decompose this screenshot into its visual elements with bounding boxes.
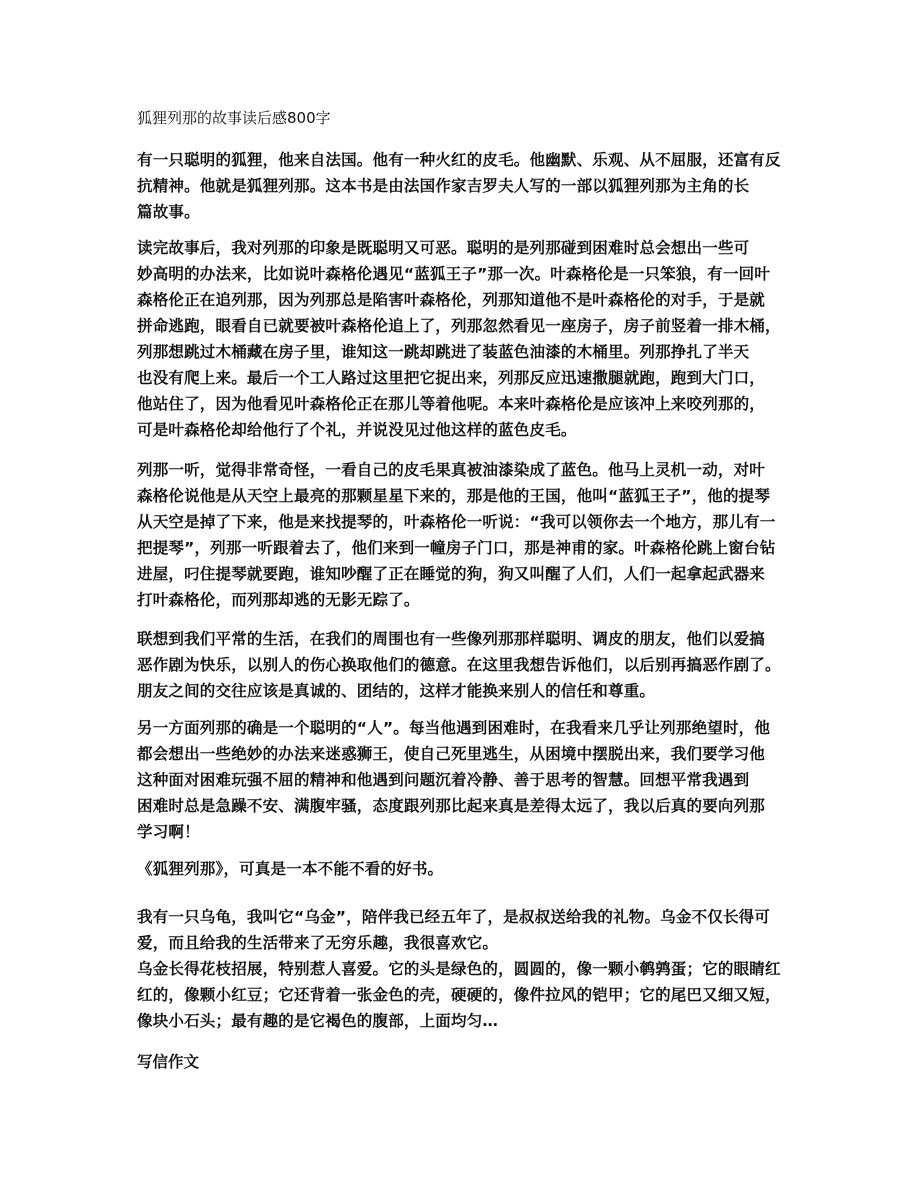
paragraph-line: 都会想出一些绝妙的办法来迷惑狮王，使自己死里逃生，从困境中摆脱出来，我们要学习他 bbox=[137, 745, 766, 763]
paragraph-line: 乌金长得花枝招展，特别惹人喜爱。它的头是绿色的，圆圆的，像一颗小鹌鹑蛋；它的眼睛红 bbox=[137, 960, 781, 978]
paragraph-line: 另一方面列那的确是一个聪明的“人”。每当他遇到困难时，在我看来几乎让列那绝望时，他 bbox=[137, 719, 771, 737]
paragraph-line: 从天空是掉了下来，他是来找提琴的，叶森格伦一听说：“我可以领你去一个地方，那儿有一 bbox=[137, 513, 776, 531]
paragraph-intro bbox=[137, 147, 785, 225]
paragraph-line: 篇故事。 bbox=[137, 203, 200, 221]
paragraph-line: 学习啊！ bbox=[137, 823, 200, 841]
paragraph-line: 朋友之间的交往应该是真诚的、团结的，这样才能换来别人的信任和尊重。 bbox=[137, 682, 656, 700]
paragraph-line: 抗精神。他就是狐狸列那。这本书是由法国作家吉罗夫人写的一部以狐狸列那为主角的长 bbox=[137, 177, 750, 195]
paragraph-line: 这种面对困难玩强不屈的精神和他遇到问题沉着冷静、善于思考的智慧。回想平常我遇到 bbox=[137, 771, 750, 789]
paragraph-line: 读完故事后，我对列那的印象是既聪明又可恶。聪明的是列那碰到困难时总会想出一些可 bbox=[137, 239, 750, 257]
paragraph-line: 像块小石头；最有趣的是它褐色的腹部，上面均匀… bbox=[137, 1012, 499, 1030]
paragraph-line: 爱，而且给我的生活带来了无穷乐趣，我很喜欢它。 bbox=[137, 934, 499, 952]
paragraph-impression bbox=[137, 235, 785, 443]
paragraph-reflection bbox=[137, 626, 785, 704]
paragraph-line: 可是叶森格伦却给他行了个礼，并说没见过他这样的蓝色皮毛。 bbox=[137, 421, 577, 439]
paragraph-line: 《狐狸列那》，可真是一本不能不看的好书。 bbox=[137, 860, 444, 878]
paragraph-line: 困难时总是急躁不安、满腹牢骚，态度跟列那比起来真是差得太远了，我以后真的要向列那 bbox=[137, 797, 766, 815]
paragraph-line: 恶作剧为快乐，以别人的伤心换取他们的德意。在这里我想告诉他们，以后别再搞恶作剧了。 bbox=[137, 656, 781, 674]
paragraph-line: 联想到我们平常的生活，在我们的周围也有一些像列那那样聪明、调皮的朋友，他们以爱搞 bbox=[137, 630, 766, 648]
document-title: 狐狸列那的故事读后感800字 bbox=[137, 109, 331, 127]
paragraph-line: 红的，像颗小红豆；它还背着一张金色的壳，硬硬的，像件拉风的铠甲；它的尾巴又细又短， bbox=[137, 986, 781, 1004]
paragraph-line: 森格伦正在追列那，因为列那总是陷害叶森格伦，列那知道他不是叶森格伦的对手，于是就 bbox=[137, 291, 766, 309]
paragraph-line: 进屋，叼住提琴就要跑，谁知吵醒了正在睡觉的狗，狗又叫醒了人们，人们一起拿起武器来 bbox=[137, 565, 766, 583]
paragraph-lesson bbox=[137, 715, 785, 845]
paragraph-line: 也没有爬上来。最后一个工人路过这里把它捉出来，列那反应迅速撒腿就跑，跑到大门口， bbox=[137, 369, 766, 387]
paragraph-line: 有一只聪明的狐狸，他来自法国。他有一种火红的皮毛。他幽默、乐观、从不屈服，还富有反 bbox=[137, 151, 781, 169]
paragraph-conclusion bbox=[137, 856, 785, 882]
paragraph-line: 森格伦说他是从天空上最亮的那颗星星下来的，那是他的王国，他叫“蓝狐王子”，他的提琴 bbox=[137, 487, 771, 505]
paragraph-line: 列那想跳过木桶藏在房子里，谁知这一跳却跳进了装蓝色油漆的木桶里。列那挣扎了半天 bbox=[137, 343, 750, 361]
paragraph-line: 妙高明的办法来，比如说叶森格伦遇见“蓝狐王子”那一次。叶森格伦是一只笨狼，有一回叶 bbox=[137, 265, 771, 283]
paragraph-line: 他站住了，因为他看见叶森格伦正在那儿等着他呢。本来叶森格伦是应该冲上来咬列那的， bbox=[137, 395, 766, 413]
paragraph-blue-fox bbox=[137, 457, 785, 613]
paragraph-line: 把提琴”，列那一听跟着去了，他们来到一幢房子门口，那是神甫的家。叶森格伦跳上窗台钻 bbox=[137, 539, 776, 557]
paragraph-line: 我有一只乌龟，我叫它“乌金”，陪伴我已经五年了，是叔叔送给我的礼物。乌金不仅长得可 bbox=[137, 908, 771, 926]
paragraph-line: 拼命逃跑，眼看自已就要被叶森格伦追上了，列那忽然看见一座房子，房子前竖着一排木桶， bbox=[137, 317, 781, 335]
section-heading: 写信作文 bbox=[137, 1053, 200, 1071]
paragraph-turtle-excerpt bbox=[137, 904, 785, 1034]
paragraph-line: 列那一听，觉得非常奇怪，一看自己的皮毛果真被油漆染成了蓝色。他马上灵机一动，对叶 bbox=[137, 461, 766, 479]
paragraph-line: 打叶森格伦，而列那却逃的无影无踪了。 bbox=[137, 591, 420, 609]
